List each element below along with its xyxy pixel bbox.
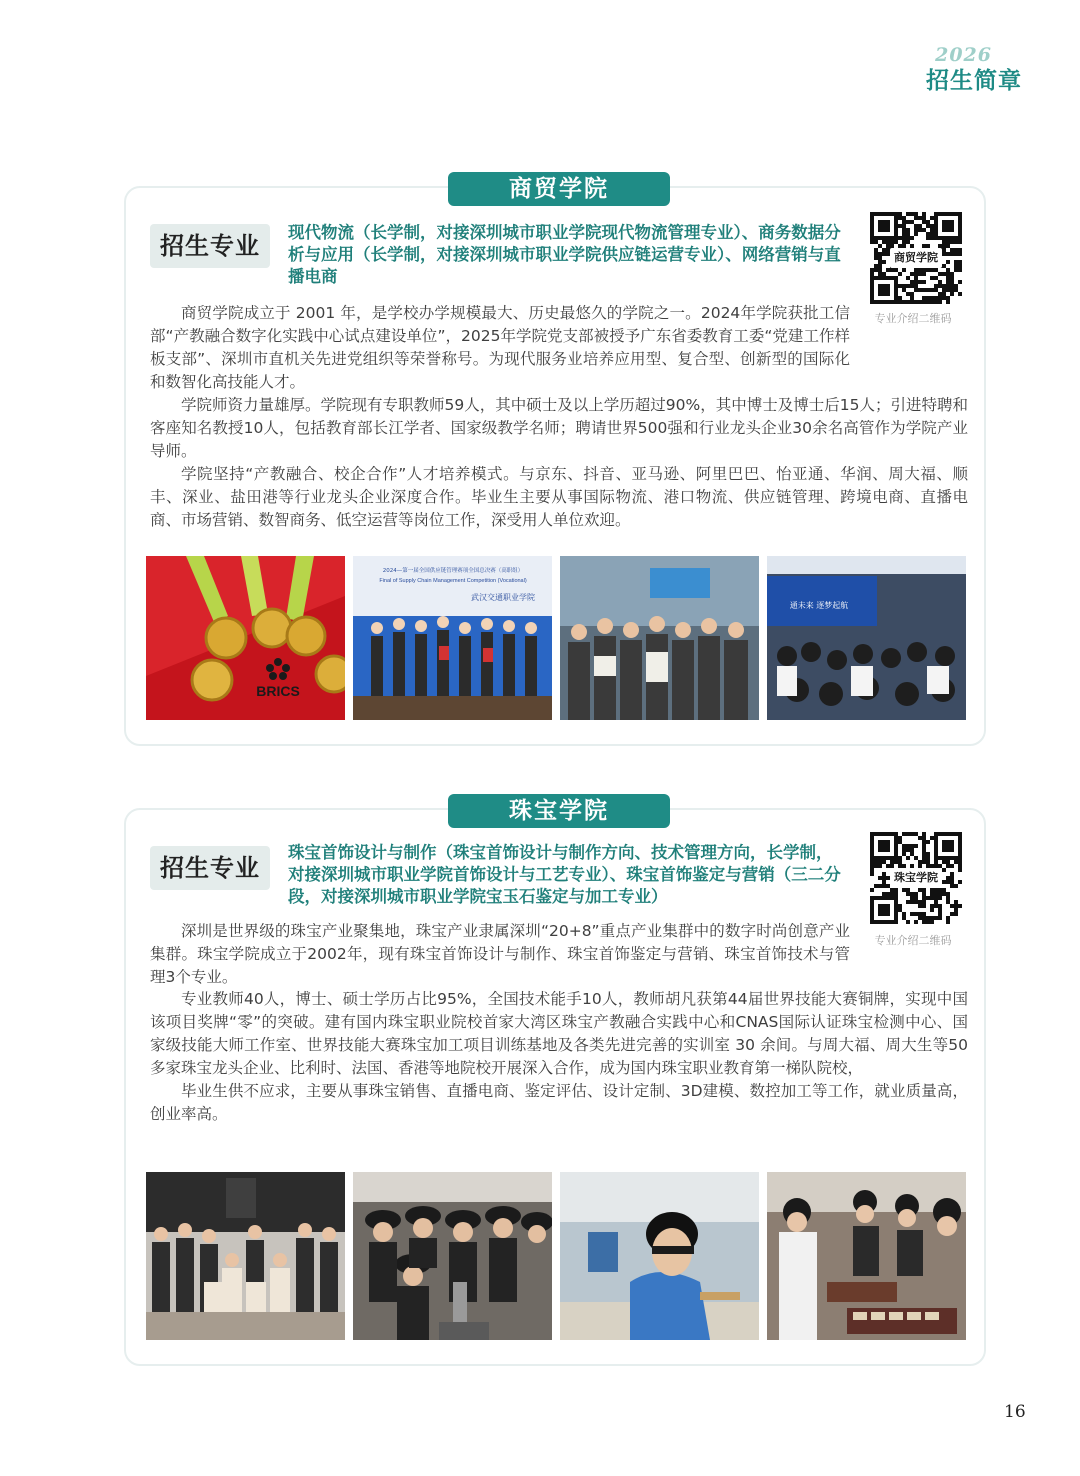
- brand-year: 2026: [935, 44, 992, 66]
- paragraph: 学院师资力量雄厚。学院现有专职教师59人，其中硕士及以上学历超过90%，其中博士及博士后15人；引进特聘和客座知名教授10人，包括教育部长江学者、国家级教学名师；聘请世界500强和行业龙头企业30余名高管作为学院产业导师。: [150, 396, 968, 460]
- photo-strip: [146, 556, 966, 720]
- photo-medals: [146, 556, 345, 720]
- group-image: [560, 556, 759, 720]
- brand-mark: [912, 44, 1022, 95]
- banner-slogan: 通未来 逐梦起航: [789, 601, 849, 610]
- qr-code[interactable]: [870, 832, 962, 924]
- majors-tag: 招生专业: [150, 224, 270, 268]
- team-image: [146, 1172, 345, 1340]
- paragraph: 毕业生供不应求，主要从事珠宝销售、直播电商、鉴定评估、设计定制、3D建模、数控加工等工作，就业质量高，创业率高。: [150, 1082, 968, 1123]
- medals-image: [146, 556, 345, 720]
- photo-jewelry-display: [767, 1172, 966, 1340]
- photo-job-fair: [767, 556, 966, 720]
- banner-subtitle: Final of Supply Chain Management Competition (Vocational): [379, 578, 527, 584]
- photo-group-visit: [560, 556, 759, 720]
- photo-award-ceremony: [353, 556, 552, 720]
- job-fair-image: [767, 556, 966, 720]
- qr-label: 专业介绍二维码: [874, 934, 952, 947]
- jewelry-display-image: [767, 1172, 966, 1340]
- college-card-business: [124, 176, 986, 746]
- qr-code[interactable]: [870, 212, 962, 304]
- page-number: 16: [1004, 1402, 1026, 1422]
- qr-label: 专业介绍二维码: [874, 312, 952, 325]
- college-description-cont: [150, 988, 968, 1126]
- qr-overlay-label: 商贸学院: [890, 248, 942, 268]
- medal-text: BRICS: [256, 683, 300, 699]
- photo-workshop: [353, 1172, 552, 1340]
- banner-school: 武汉交通职业学院: [471, 593, 535, 602]
- photo-craftsman: [560, 1172, 759, 1340]
- paragraph: 深圳是世界级的珠宝产业聚集地，珠宝产业隶属深圳“20+8”重点产业集群中的数字时尚创意产业集群。珠宝学院成立于2002年，现有珠宝首饰设计与制作、珠宝首饰鉴定与营销、珠宝首饰技术与管理3个专业。: [150, 922, 850, 986]
- college-title: 商贸学院: [448, 172, 670, 206]
- college-title: 珠宝学院: [448, 794, 670, 828]
- brand-title: 招生简章: [926, 68, 1022, 94]
- college-description: [150, 302, 850, 394]
- photo-team-group: [146, 1172, 345, 1340]
- paragraph: 专业教师40人，博士、硕士学历占比95%，全国技术能手10人，教师胡凡获第44届世界技能大赛铜牌，实现中国该项目奖牌“零”的突破。建有国内珠宝职业院校首家大湾区珠宝产教融合实践中心和CNAS国际认证珠宝检测中心、国家级技能大师工作室、世界技能大赛珠宝加工项目训练基地及各类先进完善的实训室 30 余间。与周大福、周大生等50多家珠宝龙头企业、比利时、法国、香港等地院校开展深入合作，成为国内珠宝职业教育第一梯队院校，: [150, 990, 968, 1077]
- college-description-cont: [150, 394, 968, 532]
- college-card-jewelry: [124, 798, 986, 1366]
- college-description: [150, 920, 850, 989]
- majors-list: 珠宝首饰设计与制作（珠宝首饰设计与制作方向、技术管理方向，长学制，对接深圳城市职业学院首饰设计与工艺专业）、珠宝首饰鉴定与营销（三二分段，对接深圳城市职业学院宝玉石鉴定与加工专业）: [288, 843, 841, 906]
- qr-overlay-label: 珠宝学院: [890, 868, 942, 888]
- paragraph: 学院坚持“产教融合、校企合作”人才培养模式。与京东、抖音、亚马逊、阿里巴巴、怡亚通、华润、周大福、顺丰、深业、盐田港等行业龙头企业深度合作。毕业生主要从事国际物流、港口物流、供应链管理、跨境电商、直播电商、市场营销、数智商务、低空运营等岗位工作，深受用人单位欢迎。: [150, 465, 968, 529]
- banner-title: 2024—第一届全国供应链管理赛项全国总决赛（高职组）: [382, 568, 524, 574]
- photo-strip: [146, 1172, 966, 1340]
- award-image: [353, 556, 552, 720]
- majors-tag: 招生专业: [150, 846, 270, 890]
- workshop-image: [353, 1172, 552, 1340]
- paragraph: 商贸学院成立于 2001 年，是学校办学规模最大、历史最悠久的学院之一。2024年学院获批工信部“产教融合数字化实践中心试点建设单位”，2025年学院党支部被授予广东省委教育工委“党建工作样板支部”、深圳市直机关先进党组织等荣誉称号。为现代服务业培养应用型、复合型、创新型的国际化和数智化高技能人才。: [150, 304, 850, 391]
- majors-list: 现代物流（长学制，对接深圳城市职业学院现代物流管理专业）、商务数据分析与应用（长学制，对接深圳城市职业学院供应链运营专业）、网络营销与直播电商: [288, 223, 841, 286]
- craftsman-image: [560, 1172, 759, 1340]
